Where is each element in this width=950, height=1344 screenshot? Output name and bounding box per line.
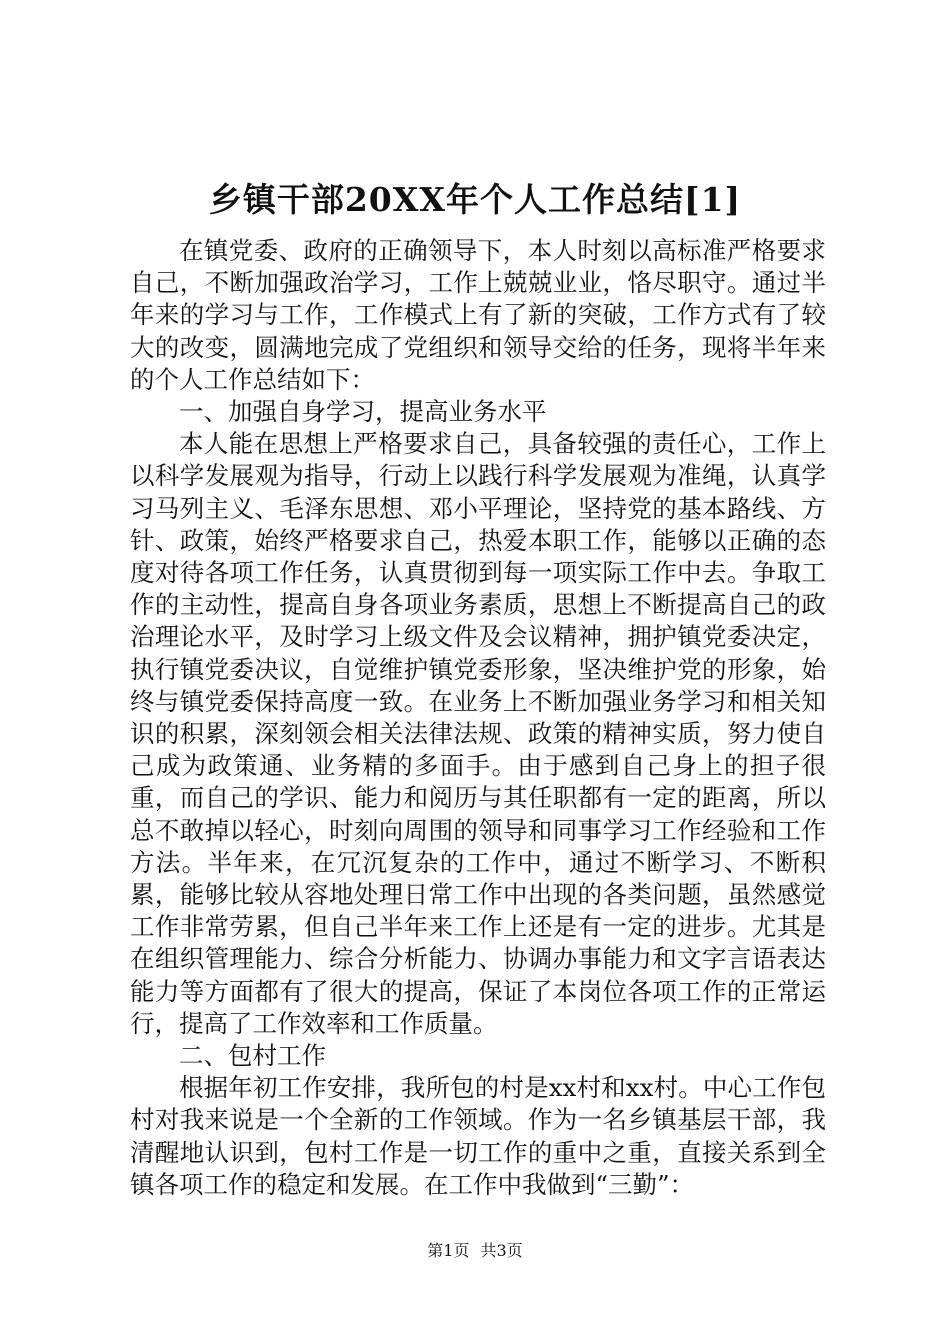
page-number: 第1页 [427, 1241, 470, 1260]
paragraph-intro: 在镇党委、政府的正确领导下，本人时刻以高标准严格要求自己，不断加强政治学习，工作上兢兢业业，恪尽职守。通过半年来的学习与工作，工作模式上有了新的突破，工作方式有了较大的改变，圆满地完成了党组织和领导交给的任务，现将半年来的个人工作总结如下： [130, 236, 826, 394]
page-footer [0, 1240, 950, 1262]
page-total: 共3页 [480, 1241, 523, 1260]
section-heading-2: 二、包村工作 [179, 1041, 326, 1071]
document-title: 乡镇干部20XX年个人工作总结[1] [208, 180, 742, 219]
paragraph-section-2: 根据年初工作安排，我所包的村是xx村和xx村。中心工作包村对我来说是一个全新的工作领域。作为一名乡镇基层干部，我清醒地认识到，包村工作是一切工作的重中之重，直接关系到全镇各项工作的稳定和发展。在工作中我做到“三勤”： [130, 1073, 826, 1199]
paragraph-section-1: 本人能在思想上严格要求自己，具备较强的责任心，工作上以科学发展观为指导，行动上以践行科学发展观为准绳，认真学习马列主义、毛泽东思想、邓小平理论，坚持党的基本路线、方针、政策，始终严格要求自己，热爱本职工作，能够以正确的态度对待各项工作任务，认真贯彻到每一项实际工作中去。争取工作的主动性，提高自身各项业务素质，思想上不断提高自己的政治理论水平，及时学习上级文件及会议精神，拥护镇党委决定，执行镇党委决议，自觉维护镇党委形象，坚决维护党的形象，始终与镇党委保持高度一致。在业务上不断加强业务学习和相关知识的积累，深刻领会相关法律法规、政策的精神实质，努力使自己成为政策通、业务精的多面手。由于感到自己身上的担子很重，而自己的学识、能力和阅历与其任职都有一定的距离，所以总不敢掉以轻心，时刻向周围的领导和同事学习工作经验和工作方法。半年来，在冗沉复杂的工作中，通过不断学习、不断积累，能够比较从容地处理日常工作中出现的各类问题，虽然感觉工作非常劳累，但自己半年来工作上还是有一定的进步。尤其是在组织管理能力、综合分析能力、协调办事能力和文字言语表达能力等方面都有了很大的提高，保证了本岗位各项工作的正常运行，提高了工作效率和工作质量。 [130, 429, 826, 1038]
section-heading-1: 一、加强自身学习，提高业务水平 [179, 397, 547, 427]
document-body [130, 235, 826, 1201]
